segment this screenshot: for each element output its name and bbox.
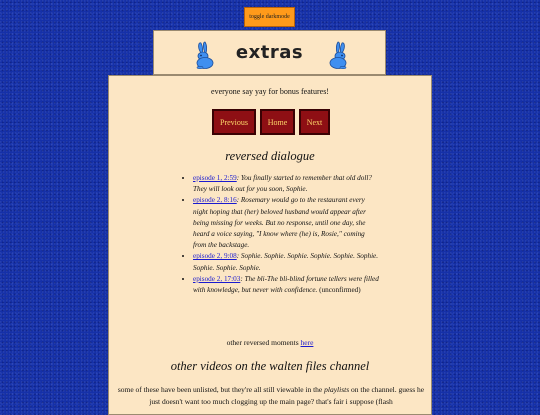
bunny-icon [327, 41, 351, 69]
home-button[interactable]: Home [260, 109, 295, 135]
dialogue-text: : You finally started to remember that old doll? They will look out for you soon, Sophie. [193, 174, 372, 194]
reversed-dialogue-heading: reversed dialogue [225, 149, 315, 163]
episode-link[interactable]: episode 2, 17:03 [193, 274, 241, 283]
next-button[interactable]: Next [299, 109, 330, 135]
other-videos-heading: other videos on the walten files channel [170, 359, 370, 373]
bunny-icon [192, 41, 216, 69]
content-panel [108, 75, 432, 415]
other-reversed-moments [109, 338, 431, 347]
list-item [193, 195, 379, 251]
dialogue-text: : Rosemary would go to the restaurant every night hoping that (her) beloved husband would appear after being missing for weeks. But no response, until one day, she heard a voice saying, "I know where (he) is, Rosie," coming from the backstage. [193, 196, 366, 250]
toggle-darkmode-button[interactable]: toggle darkmode [244, 7, 295, 27]
list-item [193, 251, 379, 273]
unconfirmed-note: (unconfirmed) [317, 286, 361, 295]
episode-link[interactable]: episode 1, 2:59 [193, 174, 237, 182]
other-reversed-link[interactable]: here [300, 338, 314, 347]
videos-paragraph [114, 384, 428, 407]
playlists-text: playlists [324, 385, 350, 394]
dialogue-text: : Sophie. Sophie. Sophie. Sophie. Sophie. Sophie. Sophie. Sophie. Sophie. [193, 252, 379, 272]
previous-button[interactable]: Previous [212, 109, 256, 135]
episode-link[interactable]: episode 2, 9:08 [193, 252, 237, 261]
other-reversed-text: other reversed moments [226, 338, 301, 347]
reversed-dialogue-list [181, 173, 379, 296]
intro-text: everyone say yay for bonus features! [211, 87, 329, 96]
dialogue-text: : The bli-The bli-blind fortune tellers were filled with knowledge, but never with confidence. [193, 274, 379, 295]
episode-link[interactable]: episode 2, 8:16 [193, 196, 237, 205]
videos-text-a: some of these have been unlisted, but they're all still viewable in the [117, 385, 325, 394]
page-title: extras [235, 42, 304, 63]
videos-text-b: on the channel. guess he just doesn't want too much clogging up the main page? that's fair i suppose (flash [149, 385, 425, 406]
page-header [153, 30, 386, 75]
list-item [193, 173, 379, 195]
list-item [193, 274, 379, 296]
